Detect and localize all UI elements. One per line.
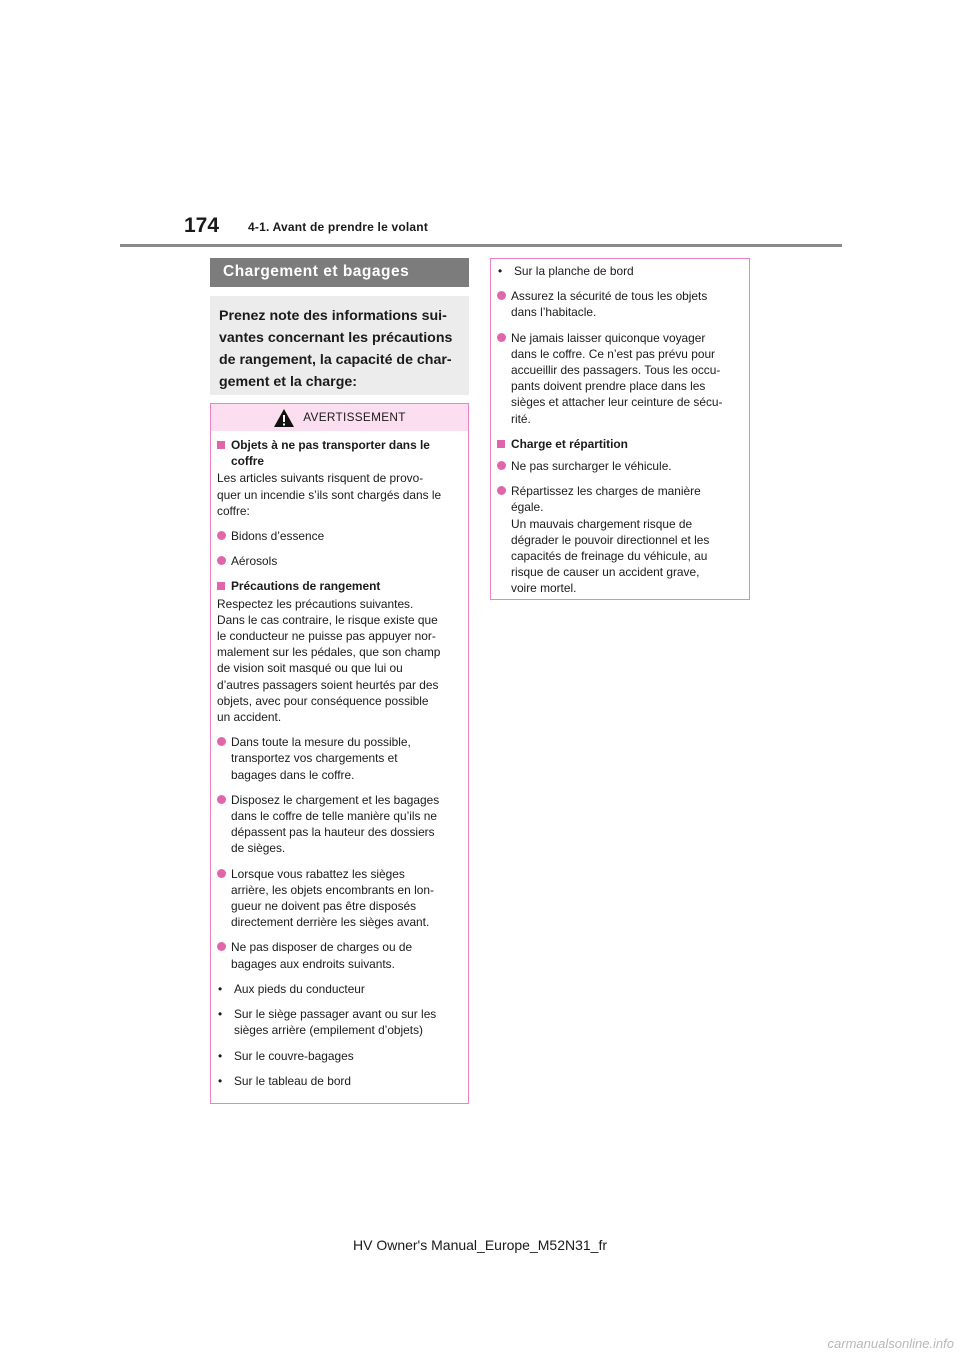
heading-line: Objets à ne pas transporter dans le: [231, 438, 430, 452]
text-line: le conducteur ne puisse pas appuyer nor-: [217, 629, 436, 644]
square-bullet-icon: [217, 441, 225, 449]
text-line: dépassent pas la hauteur des dossiers: [231, 825, 435, 840]
page-number: 174: [184, 214, 220, 237]
warning-box-right: [490, 258, 750, 600]
header-divider: [120, 244, 842, 247]
text-line: Dans toute la mesure du possible,: [231, 735, 411, 750]
footer-manual-id: HV Owner's Manual_Europe_M52N31_fr: [352, 1237, 608, 1253]
heading-line: Précautions de rangement: [231, 579, 381, 594]
text-line: malement sur les pédales, que son champ: [217, 645, 441, 660]
dash-item-text: Sur le couvre-bagages: [234, 1048, 354, 1063]
text-line: voire mortel.: [511, 581, 577, 596]
text-line: bagages dans le coffre.: [231, 767, 355, 782]
dash-item: [217, 1073, 460, 1089]
list-item: [217, 866, 460, 931]
text-line: pants doivent prendre place dans les: [511, 379, 706, 394]
text-line: accueillir des passagers. Tous les occu-: [511, 363, 721, 378]
list-item-text: Ne pas surcharger le véhicule.: [511, 459, 672, 474]
warning-label: AVERTISSEMENT: [303, 410, 406, 425]
intro-box: [210, 296, 469, 395]
text-line: risque de causer un accident grave,: [511, 565, 700, 580]
text-line: quer un incendie s’ils sont chargés dans le: [217, 487, 442, 502]
section-title: Chargement et bagages: [210, 258, 469, 287]
square-bullet-icon: [217, 582, 225, 590]
text-line: sièges arrière (empilement d’objets): [234, 1023, 424, 1038]
intro-line: gement et la charge:: [219, 374, 357, 390]
dash-item: [217, 981, 460, 997]
intro-line: vantes concernant les précautions: [219, 330, 453, 346]
circle-bullet-icon: [217, 556, 226, 565]
list-item: [497, 288, 741, 320]
heading-line: Charge et répartition: [511, 436, 628, 451]
circle-bullet-icon: [217, 942, 226, 951]
list-item: [217, 553, 460, 569]
dash-item-text: Sur la planche de bord: [514, 264, 634, 278]
list-item: [497, 330, 741, 427]
dash-bullet-icon: •: [218, 1048, 223, 1063]
circle-bullet-icon: [217, 737, 226, 746]
sub-heading: [217, 578, 460, 594]
dash-item: [217, 1006, 460, 1038]
text-line: rité.: [511, 411, 531, 426]
dash-item-text: Sur le tableau de bord: [234, 1073, 352, 1088]
dash-bullet-icon: •: [218, 981, 223, 996]
dash-bullet-icon: •: [218, 1073, 223, 1088]
square-bullet-icon: [497, 440, 505, 448]
text-line: Assurez la sécurité de tous les objets: [511, 289, 708, 304]
text-line: Sur le siège passager avant ou sur les: [234, 1007, 437, 1022]
watermark: carmanualsonline.info: [827, 1336, 954, 1351]
warning-triangle-icon: [273, 408, 295, 428]
list-item: [497, 483, 741, 596]
text-line: un accident.: [217, 710, 282, 725]
text-line: d’autres passagers soient heurtés par des: [217, 677, 439, 692]
text-line: capacités de freinage du véhicule, au: [511, 549, 708, 564]
circle-bullet-icon: [497, 486, 506, 495]
list-item: [217, 792, 460, 857]
list-item: [217, 939, 460, 971]
warning-header: [211, 404, 468, 431]
text-line: Les articles suivants risquent de provo-: [217, 471, 424, 486]
text-line: dans l’habitacle.: [511, 305, 597, 320]
list-item: [217, 734, 460, 783]
paragraph: [217, 596, 460, 726]
text-line: dans le coffre de telle manière qu’ils ne: [231, 809, 438, 824]
circle-bullet-icon: [497, 333, 506, 342]
text-line: transportez vos chargements et: [231, 751, 398, 766]
text-line: sièges et attacher leur ceinture de sécu-: [511, 395, 723, 410]
text-line: dans le coffre. Ce n’est pas prévu pour: [511, 346, 716, 361]
text-line: dégrader le pouvoir directionnel et les: [511, 532, 710, 547]
text-line: Un mauvais chargement risque de: [511, 516, 693, 531]
dash-item: [497, 263, 741, 279]
text-line: coffre:: [217, 503, 250, 518]
list-item: [217, 528, 460, 544]
text-line: Ne jamais laisser quiconque voyager: [511, 330, 706, 345]
heading-line: coffre: [231, 454, 265, 469]
dash-item-text: Aux pieds du conducteur: [234, 981, 365, 996]
text-line: directement derrière les sièges avant.: [231, 915, 430, 930]
dash-bullet-icon: •: [218, 1007, 223, 1022]
circle-bullet-icon: [497, 291, 506, 300]
list-item-text: Bidons d’essence: [231, 529, 325, 544]
text-line: Lorsque vous rabattez les sièges: [231, 866, 405, 881]
intro-line: de rangement, la capacité de char-: [219, 352, 452, 368]
circle-bullet-icon: [497, 461, 506, 470]
text-line: Ne pas disposer de charges ou de: [231, 940, 413, 955]
intro-line: Prenez note des informations sui-: [219, 308, 447, 324]
text-line: Respectez les précautions suivantes.: [217, 596, 414, 611]
list-item-text: Aérosols: [231, 554, 278, 569]
text-line: de sièges.: [231, 841, 286, 856]
dash-item: [217, 1048, 460, 1064]
sub-heading: [497, 436, 741, 452]
text-line: de vision soit masqué ou que lui ou: [217, 661, 403, 676]
text-line: Disposez le chargement et les bagages: [231, 792, 440, 807]
text-line: Dans le cas contraire, le risque existe que: [217, 612, 438, 627]
circle-bullet-icon: [217, 795, 226, 804]
text-line: Répartissez les charges de manière: [511, 484, 701, 499]
sub-heading: [217, 437, 460, 469]
circle-bullet-icon: [217, 531, 226, 540]
text-line: égale.: [511, 500, 544, 515]
text-line: objets, avec pour conséquence possible: [217, 693, 429, 708]
text-line: arrière, les objets encombrants en lon-: [231, 882, 434, 897]
list-item: [497, 458, 741, 474]
circle-bullet-icon: [217, 869, 226, 878]
text-line: bagages aux endroits suivants.: [231, 956, 395, 971]
section-reference: 4-1. Avant de prendre le volant: [248, 220, 429, 234]
warning-box-left: [210, 403, 469, 1104]
paragraph: [217, 470, 460, 519]
text-line: gueur ne doivent pas être disposés: [231, 899, 417, 914]
dash-bullet-icon: •: [498, 264, 503, 278]
